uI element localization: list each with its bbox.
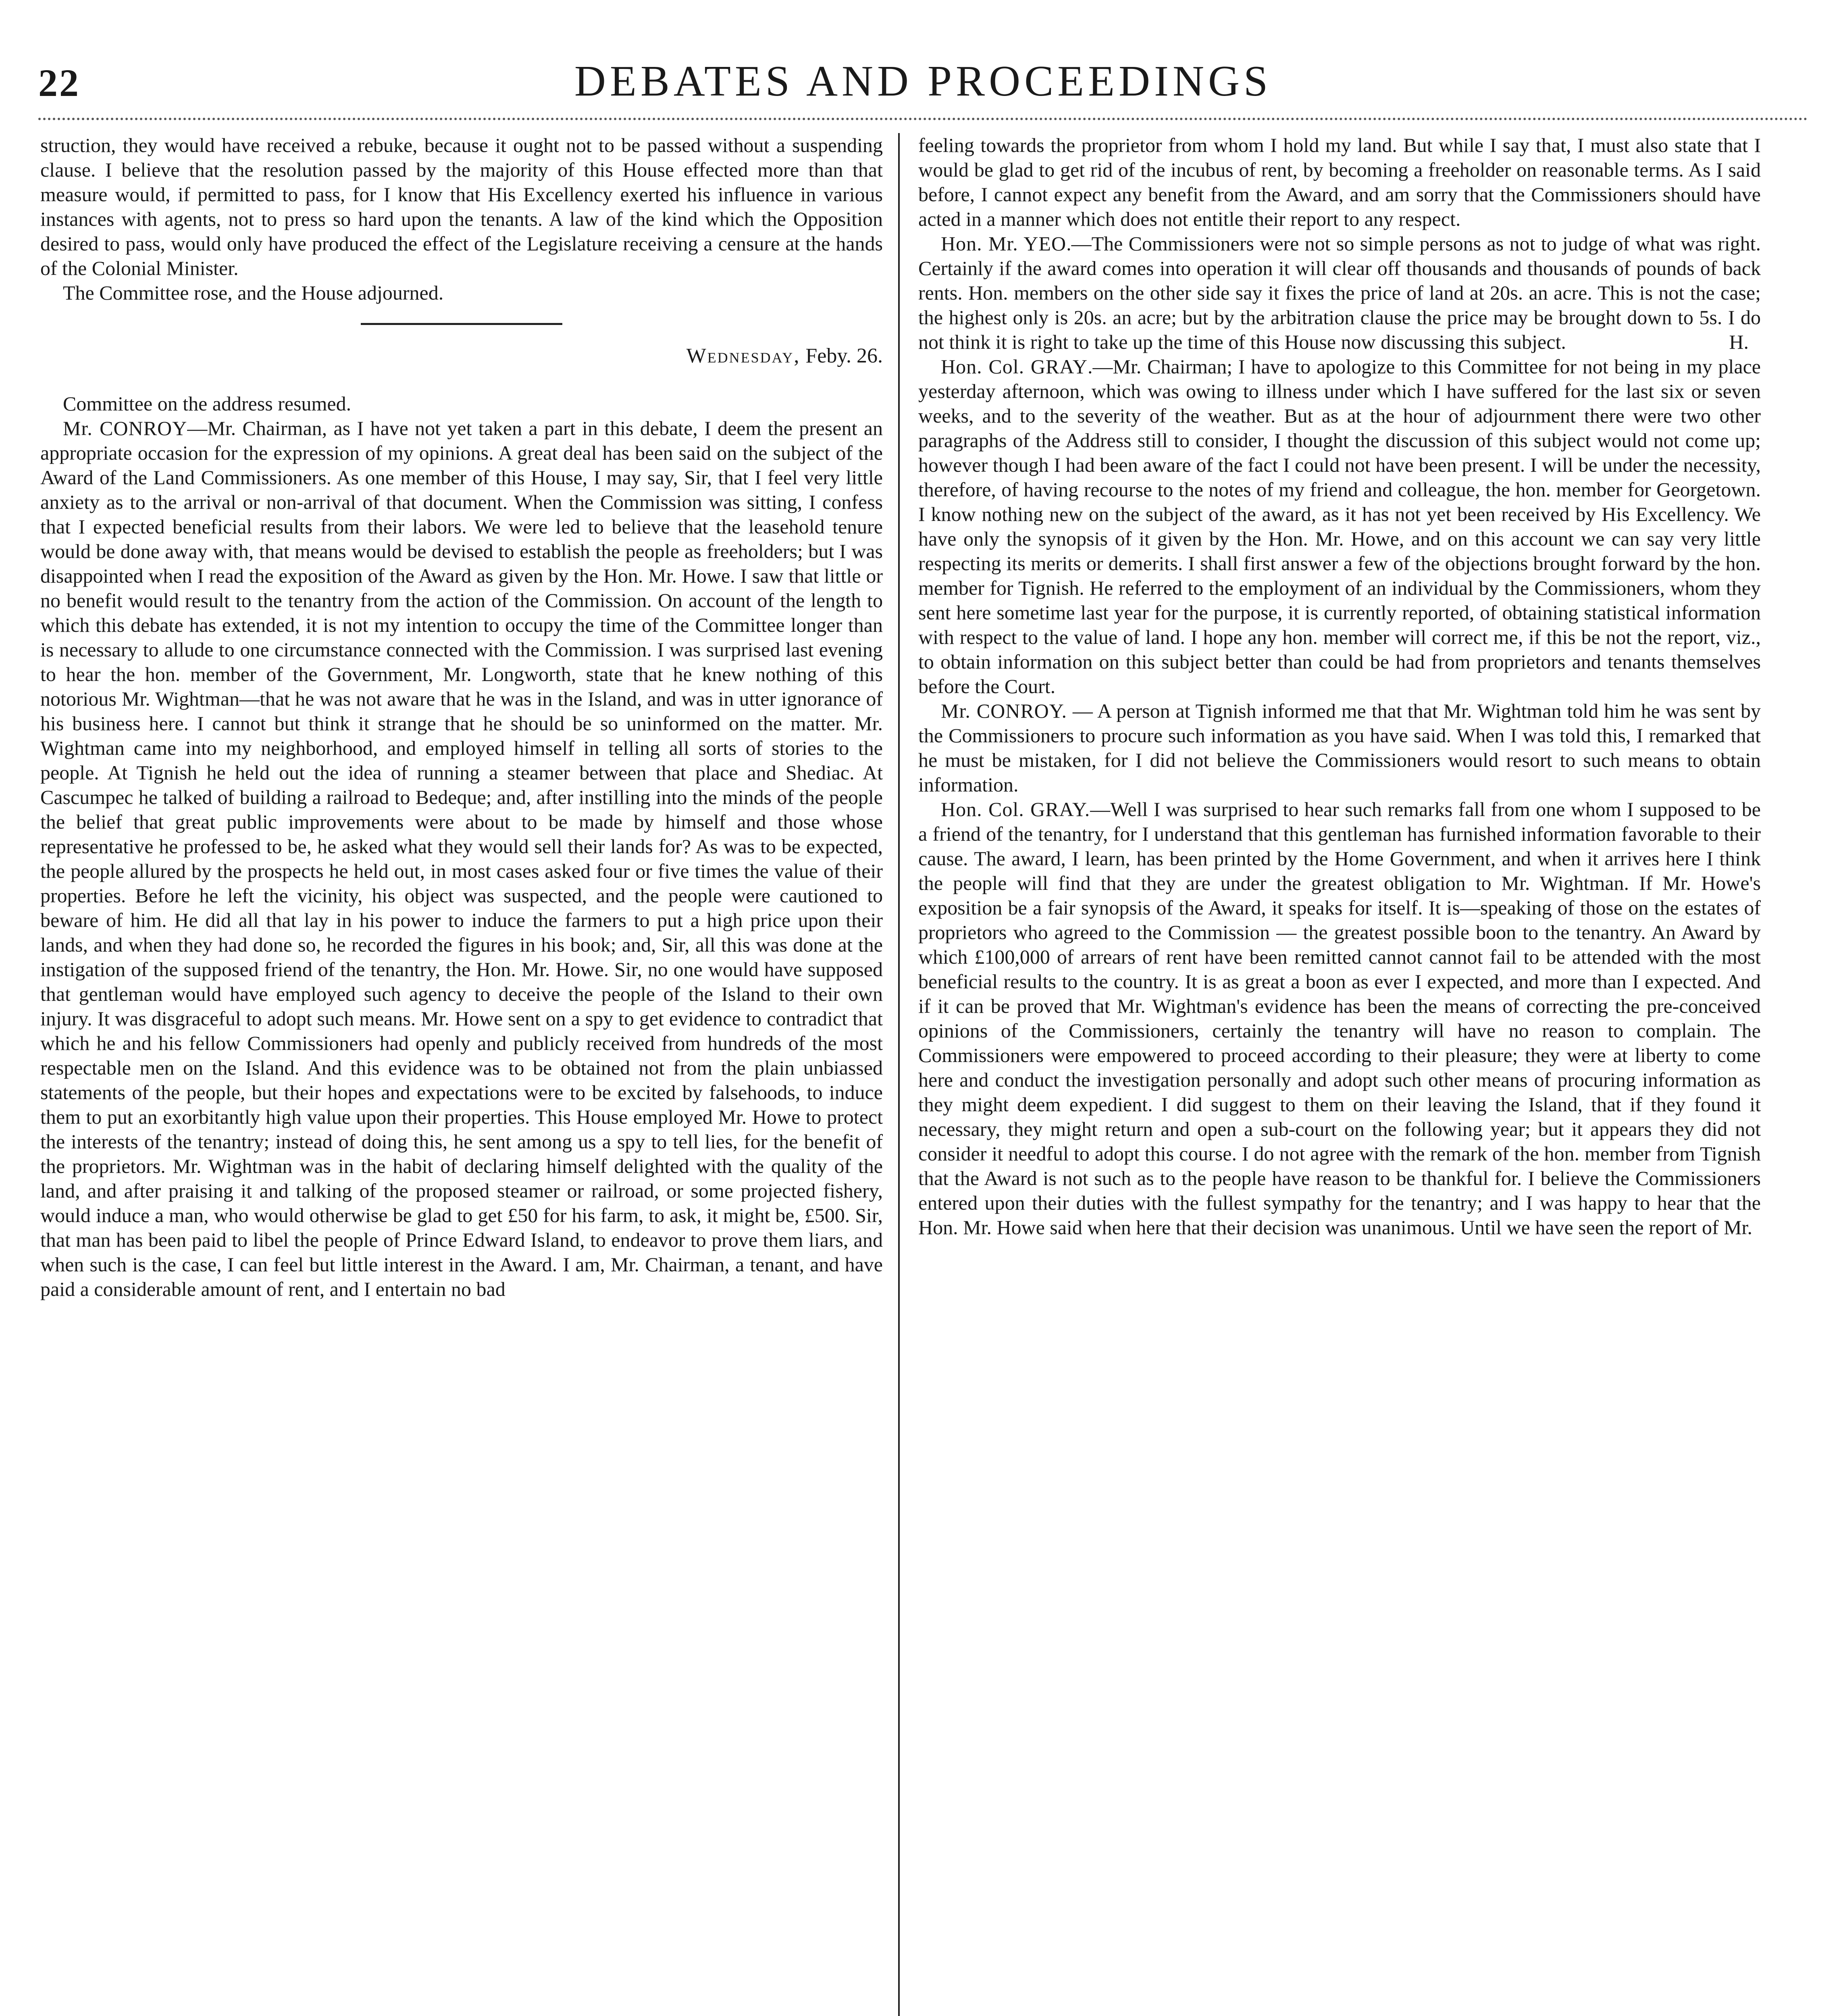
speech-paragraph bbox=[918, 231, 1761, 354]
speaker-name: Hon. Mr. YEO bbox=[941, 232, 1067, 255]
dateline bbox=[40, 344, 883, 368]
speech-paragraph bbox=[40, 416, 883, 1302]
paragraph: struction, they would have received a rebuke, because it ought not to be passed without a suspending clause. I believe that the resolution passed by the majority of this House effected more than that measure would, if permitted to pass, for I know that His Excellency exerted his influence in various instances with agents, not to press so hard upon the tenants. A law of the kind which the Opposition desired to pass, would only have produced the effect of the Legislature receiving a censure at the hands of the Colonial Minister. bbox=[40, 134, 883, 279]
right-column bbox=[918, 133, 1761, 2016]
speech-text: —Mr. Chairman, as I have not yet taken a part in this debate, I deem the present an appropriate occasion for the expression of my opinions. A great deal has been said on the subject of the Award of the Land Commissioners. As one member of this House, I may say, Sir, that I feel very little anxiety as to the arrival or non-arrival of that document. When the Commission was sitting, I confess that I expected beneficial results from their labors. We were led to believe that the leasehold tenure would be done away with, that means would be devised to establish the people as freeholders; but I was disappointed when I read the exposition of the Award as given by the Hon. Mr. Howe. I saw that little or no benefit would result to the tenantry from the action of the Commission. On account of the length to which this debate has extended, it is not my intention to occupy the time of the Committee longer than is necessary to allude to one circumstance connected with the Commission. I was surprised last evening to hear the hon. member of the Government, Mr. Longworth, state that he knew nothing of this notorious Mr. Wightman—that he was not aware that he was in the Island, and was in utter ignorance of his business here. I cannot but think it strange that he should be so uninformed on the matter. Mr. Wightman came into my neighborhood, and employed himself in telling all sorts of stories to the people. At Tignish he held out the idea of running a steamer between that place and Shediac. At Cascumpec he talked of building a railroad to Bedeque; and, after instilling into the minds of the people the belief that great public improvements were about to be made by himself and those whose representative he professed to be, he asked what they would sell their lands for? As was to be expected, the people allured by the prospects he held out, in most cases asked four or five times the value of their properties. Before he left the vicinity, his object was suspected, and the people were cautioned to beware of him. He did all that lay in his power to induce the farmers to put a high price upon their lands, and when they had done so, he recorded the figures in his book; and, Sir, all this was done at the instigation of the supposed friend of the tenantry, the Hon. Mr. Howe. Sir, no one would have supposed that gentleman would have employed such agency to deceive the people of the Island to their own injury. It was disgraceful to adopt such means. Mr. Howe sent on a spy to get evidence to contradict that which he and his fellow Commissioners had openly and publicly received from hundreds of the most respectable men on the Island. And this evidence was to be obtained not from the plain unbiassed statements of the people, but their hopes and expectations were to be excited by falsehoods, to induce them to put an exorbitantly high value upon their properties. This House employed Mr. Howe to protect the interests of the tenantry; instead of doing this, he sent among us a spy to tell lies, for the benefit of the proprietors. Mr. Wightman was in the habit of declaring himself delighted with the quality of the land, and after praising it and talking of the proposed steamer or railroad, or some projected fishery, would induce a man, who would otherwise be glad to get £50 for his farm, to ask, it might be, £500. Sir, that man has been paid to libel the people of Prince Edward Island, to endeavor to prove them liars, and when such is the case, I can feel but little interest in the Award. I am, Mr. Chairman, a tenant, and have paid a considerable amount of rent, and I entertain no bad bbox=[40, 417, 883, 1300]
page-header bbox=[38, 56, 1808, 109]
paragraph: The Committee rose, and the House adjourned. bbox=[63, 281, 444, 304]
speaker-name: Mr. CONROY bbox=[63, 417, 187, 439]
left-column bbox=[40, 133, 883, 2016]
paragraph: feeling towards the proprietor from whom I hold my land. But while I say that, I must also state that I would be glad to get rid of the incubus of rent, by becoming a freeholder on reasonable terms. As I said before, I cannot expect any benefit from the Award, and am sorry that the Commissioners should have acted in a manner which does not entitle their report to any respect. bbox=[918, 134, 1761, 230]
page-number: 22 bbox=[38, 61, 80, 104]
speech-text: — A person at Tignish informed me that that Mr. Wightman told him he was sent by the Commissioners to procure such information as you have said. When I was told this, I remarked that he must be mistaken, for I did not believe the Commissioners would resort to such means to obtain information. bbox=[918, 700, 1761, 796]
speech-text: .—The Commissioners were not so simple persons as not to judge of what was right. Certainly if the award comes into operation it will clear off thousands and thousands of pounds of back rents. Hon. members on the other side say it fixes the price of land at 20s. an acre. This is not the case; the highest only is 20s. an acre; but by the arbitration clause the price may be brought down to 5s. I do not think it is right to take up the time of this House now discussing this subject. bbox=[918, 232, 1761, 353]
speech-paragraph bbox=[918, 354, 1761, 699]
speech-paragraph bbox=[918, 797, 1761, 1240]
dateline-date: Feby. 26. bbox=[805, 344, 883, 367]
column-divider bbox=[898, 133, 900, 2016]
header-rule bbox=[38, 118, 1808, 120]
reporter-mark: H. bbox=[1729, 331, 1749, 353]
paragraph: Committee on the address resumed. bbox=[63, 392, 352, 415]
speaker-name: Hon. Col. GRAY. bbox=[941, 798, 1090, 821]
speech-text: .—Mr. Chairman; I have to apologize to this Committee for not being in my place yesterday afternoon, which was owing to illness under which I have suffered for the last six or seven weeks, and to the severity of the weather. But as at the hour of adjournment there were two other paragraphs of the Address still to consider, I thought the discussion of this subject would not come up; however though I had been aware of the fact I could not have been present. I will be under the necessity, therefore, of having recourse to the notes of my friend and colleague, the hon. member for Georgetown. I know nothing new on the subject of the award, as it has not yet been received by His Excellency. We have only the synopsis of it given by the Hon. Mr. Howe, and on this account we can say very little respecting its merits or demerits. I shall first answer a few of the objections brought forward by the hon. member for Tignish. He referred to the employment of an individual by the Commissioners, whom they sent here sometime last year for the purpose, it is currently reported, of obtaining statistical information with respect to the value of land. I hope any hon. member will correct me, if this be not the report, viz., to obtain information on this subject better than could be had from proprietors and tenants themselves before the Court. bbox=[918, 355, 1761, 698]
speaker-name: Hon. Col. GRAY bbox=[941, 355, 1088, 378]
dateline-day: Wednesday, bbox=[686, 344, 801, 367]
speech-text: —Well I was surprised to hear such remarks fall from one whom I supposed to be a friend of the tenantry, for I understand that this gentleman has furnished information favorable to their cause. The award, I learn, has been printed by the Home Government, and when it arrives here I think the people will find that they are under the greatest obligation to Mr. Wightman. If Mr. Howe's exposition be a fair synopsis of the Award, it speaks for itself. It is—speaking of those on the estates of proprietors who agreed to the Commission — the greatest possible boon to the tenantry. An Award by which £100,000 of arrears of rent have been remitted cannot cannot fail to be attended with the most beneficial results to the country. It is as great a boon as ever I expected, and more than I expected. And if it can be proved that Mr. Wightman's evidence has been the means of correcting the pre-conceived opinions of the Commissioners, certainly the tenantry will have no reason to complain. The Commissioners were empowered to proceed according to their pleasure; they were at liberty to come here and conduct the investigation personally and adopt such other means of procuring information as they might deem expedient. I did suggest to them on their leaving the Island, that if they found it necessary, they might return and open a sub-court on the following year; but it appears they did not consider it needful to adopt this course. I do not agree with the remark of the hon. member from Tignish that the Award is not such as to the people have reason to be thankful for. I believe the Commissioners entered upon their duties with the fullest sympathy for the tenantry; and I was happy to hear that the Hon. Mr. Howe said when here that their decision was unanimous. Until we have seen the report of Mr. bbox=[918, 798, 1761, 1239]
running-title: DEBATES AND PROCEEDINGS bbox=[574, 57, 1272, 105]
speech-paragraph bbox=[918, 699, 1761, 797]
section-divider bbox=[361, 323, 562, 325]
speaker-name: Mr. CONROY. bbox=[941, 700, 1067, 722]
